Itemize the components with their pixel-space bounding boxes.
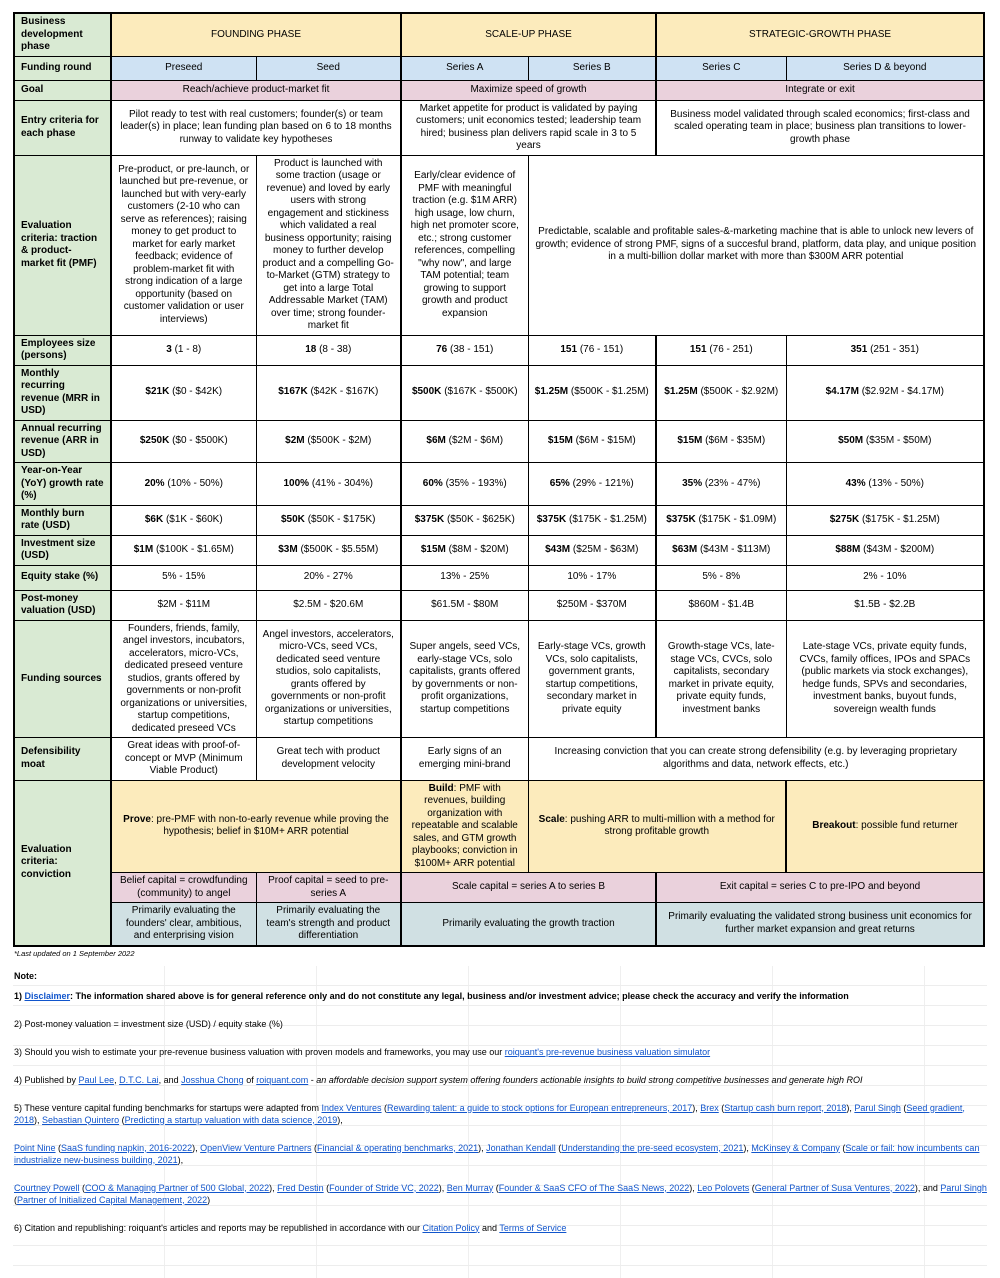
note-link[interactable]: Leo Polovets: [697, 1182, 750, 1193]
note-link[interactable]: General Partner of Susa Ventures, 2022: [754, 1182, 915, 1193]
note-6: [13, 1218, 987, 1238]
note-text: of: [243, 1074, 257, 1085]
row-label-conviction: Evaluation criteria: conviction: [14, 780, 111, 946]
note-text: (: [900, 1102, 907, 1113]
note-text: (: [839, 1142, 846, 1153]
round-seed: Seed: [256, 56, 401, 80]
note-link[interactable]: Terms of Service: [499, 1222, 567, 1233]
note-text: ),: [743, 1142, 752, 1153]
note-link[interactable]: Brex: [700, 1102, 719, 1113]
note-text: 5) These venture capital funding benchmarks for startups were adapted from: [14, 1102, 322, 1113]
metric-cell: $1.25M ($500K - $1.25M): [528, 365, 656, 420]
round-series-c: Series C: [656, 56, 786, 80]
note-link[interactable]: roiquant.com: [256, 1074, 309, 1085]
phase-strategic-growth: STRATEGIC-GROWTH PHASE: [656, 13, 984, 56]
metric-cell: 65% (29% - 121%): [528, 463, 656, 506]
note-link[interactable]: roiquant's pre-revenue business valuation simulator: [504, 1046, 711, 1057]
note-text: ),: [438, 1182, 447, 1193]
conviction-build: Build: PMF with revenues, building organization with repeatable and scalable sales, and GTM growth playbooks; conviction in $100M+ ARR potential: [401, 780, 528, 873]
spacer: [13, 1170, 987, 1178]
corner-cell: Business development phase: [14, 13, 111, 56]
note-text: ),: [846, 1102, 855, 1113]
note-text: ),: [34, 1114, 43, 1125]
entry-criteria-row: [14, 100, 984, 155]
note-link[interactable]: Parul Singh: [854, 1102, 901, 1113]
note-link[interactable]: Jonathan Kendall: [486, 1142, 556, 1153]
goal-founding: Reach/achieve product-market fit: [111, 80, 401, 100]
row-label-mrr: Monthly recurring revenue (MRR in USD): [14, 365, 111, 420]
conviction-breakout: Breakout: possible fund returner: [786, 780, 984, 873]
note-link[interactable]: Index Ventures: [321, 1102, 382, 1113]
defensibility-row: [14, 738, 984, 781]
note-link[interactable]: Paul Lee: [78, 1074, 115, 1085]
pmf-row: [14, 155, 984, 335]
note-text: 1): [14, 990, 25, 1001]
capital-belief: Belief capital = crowdfunding (community) to angel: [111, 873, 256, 903]
conviction-evaluation-row: [14, 903, 984, 946]
metric-cell: $43M ($25M - $63M): [528, 535, 656, 565]
note-text: 4) Published by: [14, 1074, 79, 1085]
note-link[interactable]: Josshua Chong: [181, 1074, 244, 1085]
metric-cell: $3M ($500K - $5.55M): [256, 535, 401, 565]
goal-scale-up: Maximize speed of growth: [401, 80, 656, 100]
note-text: ): [207, 1194, 211, 1205]
note-5-line-2: [13, 1138, 987, 1170]
row-label-entry: Entry criteria for each phase: [14, 100, 111, 155]
note-5-line-3: [13, 1178, 987, 1210]
funding-sources-row: [14, 620, 984, 738]
spacer: [13, 1006, 987, 1014]
round-series-d: Series D & beyond: [786, 56, 984, 80]
note-link[interactable]: Rewarding talent: a guide to stock options for European entrepreneurs, 2017: [387, 1102, 693, 1113]
spacer: [13, 1034, 987, 1042]
note-link[interactable]: Seed gradient, 2018: [14, 1102, 965, 1125]
row-label-arr: Annual recurring revenue (ARR in USD): [14, 420, 111, 463]
defensibility-series-a: Early signs of an emerging mini-brand: [401, 738, 528, 781]
metric-cell: $375K ($175K - $1.09M): [656, 505, 786, 535]
metric-cell: 76 (38 - 151): [401, 335, 528, 365]
note-link[interactable]: Courtney Powell: [14, 1182, 80, 1193]
note-link[interactable]: Understanding the pre-seed ecosystem, 2021: [561, 1142, 744, 1153]
metric-cell: $275K ($175K - $1.25M): [786, 505, 984, 535]
metric-cell: 43% (13% - 50%): [786, 463, 984, 506]
note-5-line-1: [13, 1098, 987, 1130]
round-series-a: Series A: [401, 56, 528, 80]
last-updated-note: *Last updated on 1 September 2022: [14, 948, 135, 958]
row-label-funding-round: Funding round: [14, 56, 111, 80]
metric-cell: $6K ($1K - $60K): [111, 505, 256, 535]
note-text: : The information shared above is for general reference only and do not constitute any legal, business and/or investment advice; please check the accuracy and verify the information: [70, 990, 849, 1001]
note-text: (: [119, 1114, 125, 1125]
metric-cell: $50K ($50K - $175K): [256, 505, 401, 535]
metric-cell: $375K ($175K - $1.25M): [528, 505, 656, 535]
note-text: ,: [114, 1074, 120, 1085]
sources-series-a: Super angels, seed VCs, early-stage VCs, solo capitalists, grants offered by governments or non-profit organizations, startup competitions: [401, 620, 528, 738]
metric-cell: $15M ($8M - $20M): [401, 535, 528, 565]
metric-cell: 151 (76 - 251): [656, 335, 786, 365]
defensibility-preseed: Great ideas with proof-of-concept or MVP (Minimum Viable Product): [111, 738, 256, 781]
metric-cell: $4.17M ($2.92M - $4.17M): [786, 365, 984, 420]
conviction-scale: Scale: pushing ARR to multi-million with a method for strong profitable growth: [528, 780, 786, 873]
postmoney-cell: $61.5M - $80M: [401, 590, 528, 620]
note-text: ),: [192, 1142, 201, 1153]
sources-series-b: Early-stage VCs, growth VCs, solo capitalists, government grants, startup competitions, secondary market in private equity: [528, 620, 656, 738]
equity-cell: 10% - 17%: [528, 565, 656, 590]
post-money-row: [14, 590, 984, 620]
note-heading: Note:: [14, 970, 37, 981]
evaluating-seed: Primarily evaluating the team's strength and product differentiation: [256, 903, 401, 946]
postmoney-cell: $860M - $1.4B: [656, 590, 786, 620]
row-label-postmoney: Post-money valuation (USD): [14, 590, 111, 620]
metric-cell: $375K ($50K - $625K): [401, 505, 528, 535]
sources-seed: Angel investors, accelerators, micro-VCs, seed VCs, dedicated seed venture studios, solo capitalists, grants offered by governments or non-profit organizations or universities, startup competitions: [256, 620, 401, 738]
postmoney-cell: $250M - $370M: [528, 590, 656, 620]
note-text: ), and: [914, 1182, 941, 1193]
postmoney-cell: $1.5B - $2.2B: [786, 590, 984, 620]
note-link[interactable]: Startup cash burn report, 2018: [724, 1102, 847, 1113]
capital-scale: Scale capital = series A to series B: [401, 873, 656, 903]
metric-cell: $88M ($43M - $200M): [786, 535, 984, 565]
equity-cell: 5% - 8%: [656, 565, 786, 590]
round-series-b: Series B: [528, 56, 656, 80]
note-link[interactable]: SaaS funding napkin, 2016-2022: [61, 1142, 193, 1153]
phase-scale-up: SCALE-UP PHASE: [401, 13, 656, 56]
note-text: ),: [269, 1182, 278, 1193]
funding-round-row: [14, 56, 984, 80]
evaluating-preseed: Primarily evaluating the founders' clear, ambitious, and enterprising vision: [111, 903, 256, 946]
note-1: [13, 986, 987, 1006]
defensibility-series-b-plus: Increasing conviction that you can create strong defensibility (e.g. by leveraging proprietary algorithms and data, network effects, etc.): [528, 738, 984, 781]
sources-preseed: Founders, friends, family, angel investors, incubators, accelerators, micro-VCs, dedicated preseed venture studios, grants offered by governments or non-profit organizations or universities, startup competitions, dedicated preseed VCs: [111, 620, 256, 738]
metric-cell: 100% (41% - 304%): [256, 463, 401, 506]
phase-header-row: [14, 13, 984, 56]
note-text: -: [308, 1074, 317, 1085]
note-text: (: [323, 1182, 330, 1193]
employees-row: [14, 335, 984, 365]
note-link[interactable]: Ben Murray: [446, 1182, 494, 1193]
metric-cell: 35% (23% - 47%): [656, 463, 786, 506]
sources-series-d: Late-stage VCs, private equity funds, CVCs, family offices, IPOs and SPACs (public markets via stock exchanges), hedge funds, SPVs and secondaries, investment banks, buyout funds, sovereign wealth funds: [786, 620, 984, 738]
entry-founding: Pilot ready to test with real customers; founder(s) or team leader(s) in place; lean funding plan based on 6 to 18 months runway to validate key hypotheses: [111, 100, 401, 155]
note-link[interactable]: Partner of Initialized Capital Management, 2022: [17, 1194, 208, 1205]
note-text: 2) Post-money valuation = investment size (USD) / equity stake (%): [14, 1018, 283, 1029]
spacer: [13, 1090, 987, 1098]
spacer: [13, 1130, 987, 1138]
metric-cell: $15M ($6M - $35M): [656, 420, 786, 463]
note-4: [13, 1070, 987, 1090]
note-text: ),: [177, 1154, 184, 1165]
metric-cell: $1M ($100K - $1.65M): [111, 535, 256, 565]
note-text: ),: [692, 1102, 701, 1113]
note-text: (: [55, 1142, 62, 1153]
row-label-equity: Equity stake (%): [14, 565, 111, 590]
equity-cell: 20% - 27%: [256, 565, 401, 590]
note-text: and: [479, 1222, 500, 1233]
note-link[interactable]: OpenView Venture Partners: [200, 1142, 312, 1153]
row-label-yoy: Year-on-Year (YoY) growth rate (%): [14, 463, 111, 506]
note-text: (: [749, 1182, 755, 1193]
metric-cell: 351 (251 - 351): [786, 335, 984, 365]
note-text: (: [381, 1102, 388, 1113]
note-text: ),: [478, 1142, 487, 1153]
note-text: (: [79, 1182, 86, 1193]
note-text: (: [14, 1194, 17, 1205]
metric-cell: 20% (10% - 50%): [111, 463, 256, 506]
pmf-seed: Product is launched with some traction (usage or revenue) and loved by early users with strong engagement and stickiness which validated a real business opportunity; raising money to further develop product and a compelling Go-to-Market (GTM) strategy to get into a large Total Addressable Market (TAM) over time; strong founder-market fit: [256, 155, 401, 335]
goal-row: [14, 80, 984, 100]
row-label-pmf: Evaluation criteria: traction & product-market fit (PMF): [14, 155, 111, 335]
investment-size-row: [14, 535, 984, 565]
row-label-defensibility: Defensibility moat: [14, 738, 111, 781]
conviction-prove: Prove: pre-PMF with non-to-early revenue while proving the hypothesis; belief in $10M+ ARR potential: [111, 780, 401, 873]
postmoney-cell: $2.5M - $20.6M: [256, 590, 401, 620]
metric-cell: 151 (76 - 151): [528, 335, 656, 365]
spacer: [13, 1062, 987, 1070]
metric-cell: $63M ($43M - $113M): [656, 535, 786, 565]
capital-exit: Exit capital = series C to pre-IPO and beyond: [656, 873, 984, 903]
metric-cell: $250K ($0 - $500K): [111, 420, 256, 463]
goal-strategic: Integrate or exit: [656, 80, 984, 100]
note-link[interactable]: Fred Destin: [277, 1182, 324, 1193]
defensibility-seed: Great tech with product development velocity: [256, 738, 401, 781]
metric-cell: $1.25M ($500K - $2.92M): [656, 365, 786, 420]
note-text: (: [493, 1182, 499, 1193]
entry-scale-up: Market appetite for product is validated by paying customers; unit economics tested; leadership team hired; business plan delivers rapid scale in 3 to 5 years: [401, 100, 656, 155]
note-link[interactable]: Founder & SaaS CFO of The SaaS News, 2022: [498, 1182, 690, 1193]
burn-rate-row: [14, 505, 984, 535]
spacer: [13, 1210, 987, 1218]
arr-row: [14, 420, 984, 463]
row-label-goal: Goal: [14, 80, 111, 100]
note-text: ),: [689, 1182, 698, 1193]
metric-cell: $21K ($0 - $42K): [111, 365, 256, 420]
round-preseed: Preseed: [111, 56, 256, 80]
note-link[interactable]: Founder of Stride VC, 2022: [329, 1182, 439, 1193]
note-text: 6) Citation and republishing: roiquant's articles and reports may be republished in accordance with our: [14, 1222, 423, 1233]
postmoney-cell: $2M - $11M: [111, 590, 256, 620]
note-link[interactable]: Disclaimer: [24, 990, 71, 1001]
evaluating-economics: Primarily evaluating the validated strong business unit economics for further market expansion and great returns: [656, 903, 984, 946]
note-text: an affordable decision support system offering founders actionable insights to build strong competitive businesses and generate high ROI: [316, 1074, 863, 1085]
note-link[interactable]: D.T.C. Lai: [119, 1074, 159, 1085]
metric-cell: $6M ($2M - $6M): [401, 420, 528, 463]
pmf-preseed: Pre-product, or pre-launch, or launched but pre-revenue, or launched but with very-early customers (2-10 who can serve as references); raising money to get product to market for early market feedback; evidence of problem-market fit with strong indication of a large opportunity (based on customer validation or user interviews): [111, 155, 256, 335]
note-2: [13, 1014, 987, 1034]
note-text: ),: [337, 1114, 343, 1125]
conviction-capital-row: [14, 873, 984, 903]
note-link[interactable]: Citation Policy: [422, 1222, 480, 1233]
note-3: [13, 1042, 987, 1062]
note-text: (: [311, 1142, 318, 1153]
funding-benchmarks-table: [13, 12, 985, 947]
metric-cell: 60% (35% - 193%): [401, 463, 528, 506]
metric-cell: $15M ($6M - $15M): [528, 420, 656, 463]
note-text: (: [555, 1142, 562, 1153]
note-link[interactable]: COO & Managing Partner of 500 Global, 2022: [85, 1182, 270, 1193]
metric-cell: $500K ($167K - $500K): [401, 365, 528, 420]
metric-cell: $2M ($500K - $2M): [256, 420, 401, 463]
note-link[interactable]: Point Nine: [14, 1142, 56, 1153]
phase-founding: FOUNDING PHASE: [111, 13, 401, 56]
metric-cell: $167K ($42K - $167K): [256, 365, 401, 420]
row-label-sources: Funding sources: [14, 620, 111, 738]
sources-series-c: Growth-stage VCs, late-stage VCs, CVCs, solo capitalists, secondary market in private equity, private equity funds, investment banks: [656, 620, 786, 738]
yoy-row: [14, 463, 984, 506]
mrr-row: [14, 365, 984, 420]
note-text: (: [718, 1102, 725, 1113]
note-link[interactable]: Parul Singh: [940, 1182, 987, 1193]
equity-stake-row: [14, 565, 984, 590]
row-label-burn: Monthly burn rate (USD): [14, 505, 111, 535]
metric-cell: 18 (8 - 38): [256, 335, 401, 365]
note-text: 3) Should you wish to estimate your pre-revenue business valuation with proven models and frameworks, you may use our: [14, 1046, 505, 1057]
pmf-series-b-plus: Predictable, scalable and profitable sales-&-marketing machine that is able to unlock new levers of growth; evidence of strong PMF, signs of a succesful brand, platform, data play, and unique position in a multi-billion dollar market with more than $300M ARR potential: [528, 155, 984, 335]
note-link[interactable]: McKinsey & Company: [751, 1142, 840, 1153]
equity-cell: 13% - 25%: [401, 565, 528, 590]
note-link[interactable]: Predicting a startup valuation with data science, 2019: [124, 1114, 338, 1125]
entry-strategic: Business model validated through scaled economics; first-class and scaled operating team in place; business plan transitions to lower-growth phase: [656, 100, 984, 155]
note-link[interactable]: Financial & operating benchmarks, 2021: [317, 1142, 479, 1153]
equity-cell: 5% - 15%: [111, 565, 256, 590]
conviction-stage-row: [14, 780, 984, 873]
spreadsheet-page: [13, 12, 987, 1278]
notes-section: [13, 966, 987, 1278]
pmf-series-a: Early/clear evidence of PMF with meaningful traction (e.g. $1M ARR) high usage, low churn, high net promoter score, etc.; strong customer references, compelling "why now", and large TAM potential; team growing to support growth and product expansion: [401, 155, 528, 335]
note-text: , and: [158, 1074, 182, 1085]
note-link[interactable]: Sebastian Quintero: [42, 1114, 120, 1125]
row-label-employees: Employees size (persons): [14, 335, 111, 365]
capital-proof: Proof capital = seed to pre-series A: [256, 873, 401, 903]
equity-cell: 2% - 10%: [786, 565, 984, 590]
note-link[interactable]: Scale or fail: how incumbents can industrialize new-business building, 2021: [14, 1142, 980, 1165]
evaluating-growth: Primarily evaluating the growth traction: [401, 903, 656, 946]
row-label-investment: Investment size (USD): [14, 535, 111, 565]
metric-cell: 3 (1 - 8): [111, 335, 256, 365]
metric-cell: $50M ($35M - $50M): [786, 420, 984, 463]
